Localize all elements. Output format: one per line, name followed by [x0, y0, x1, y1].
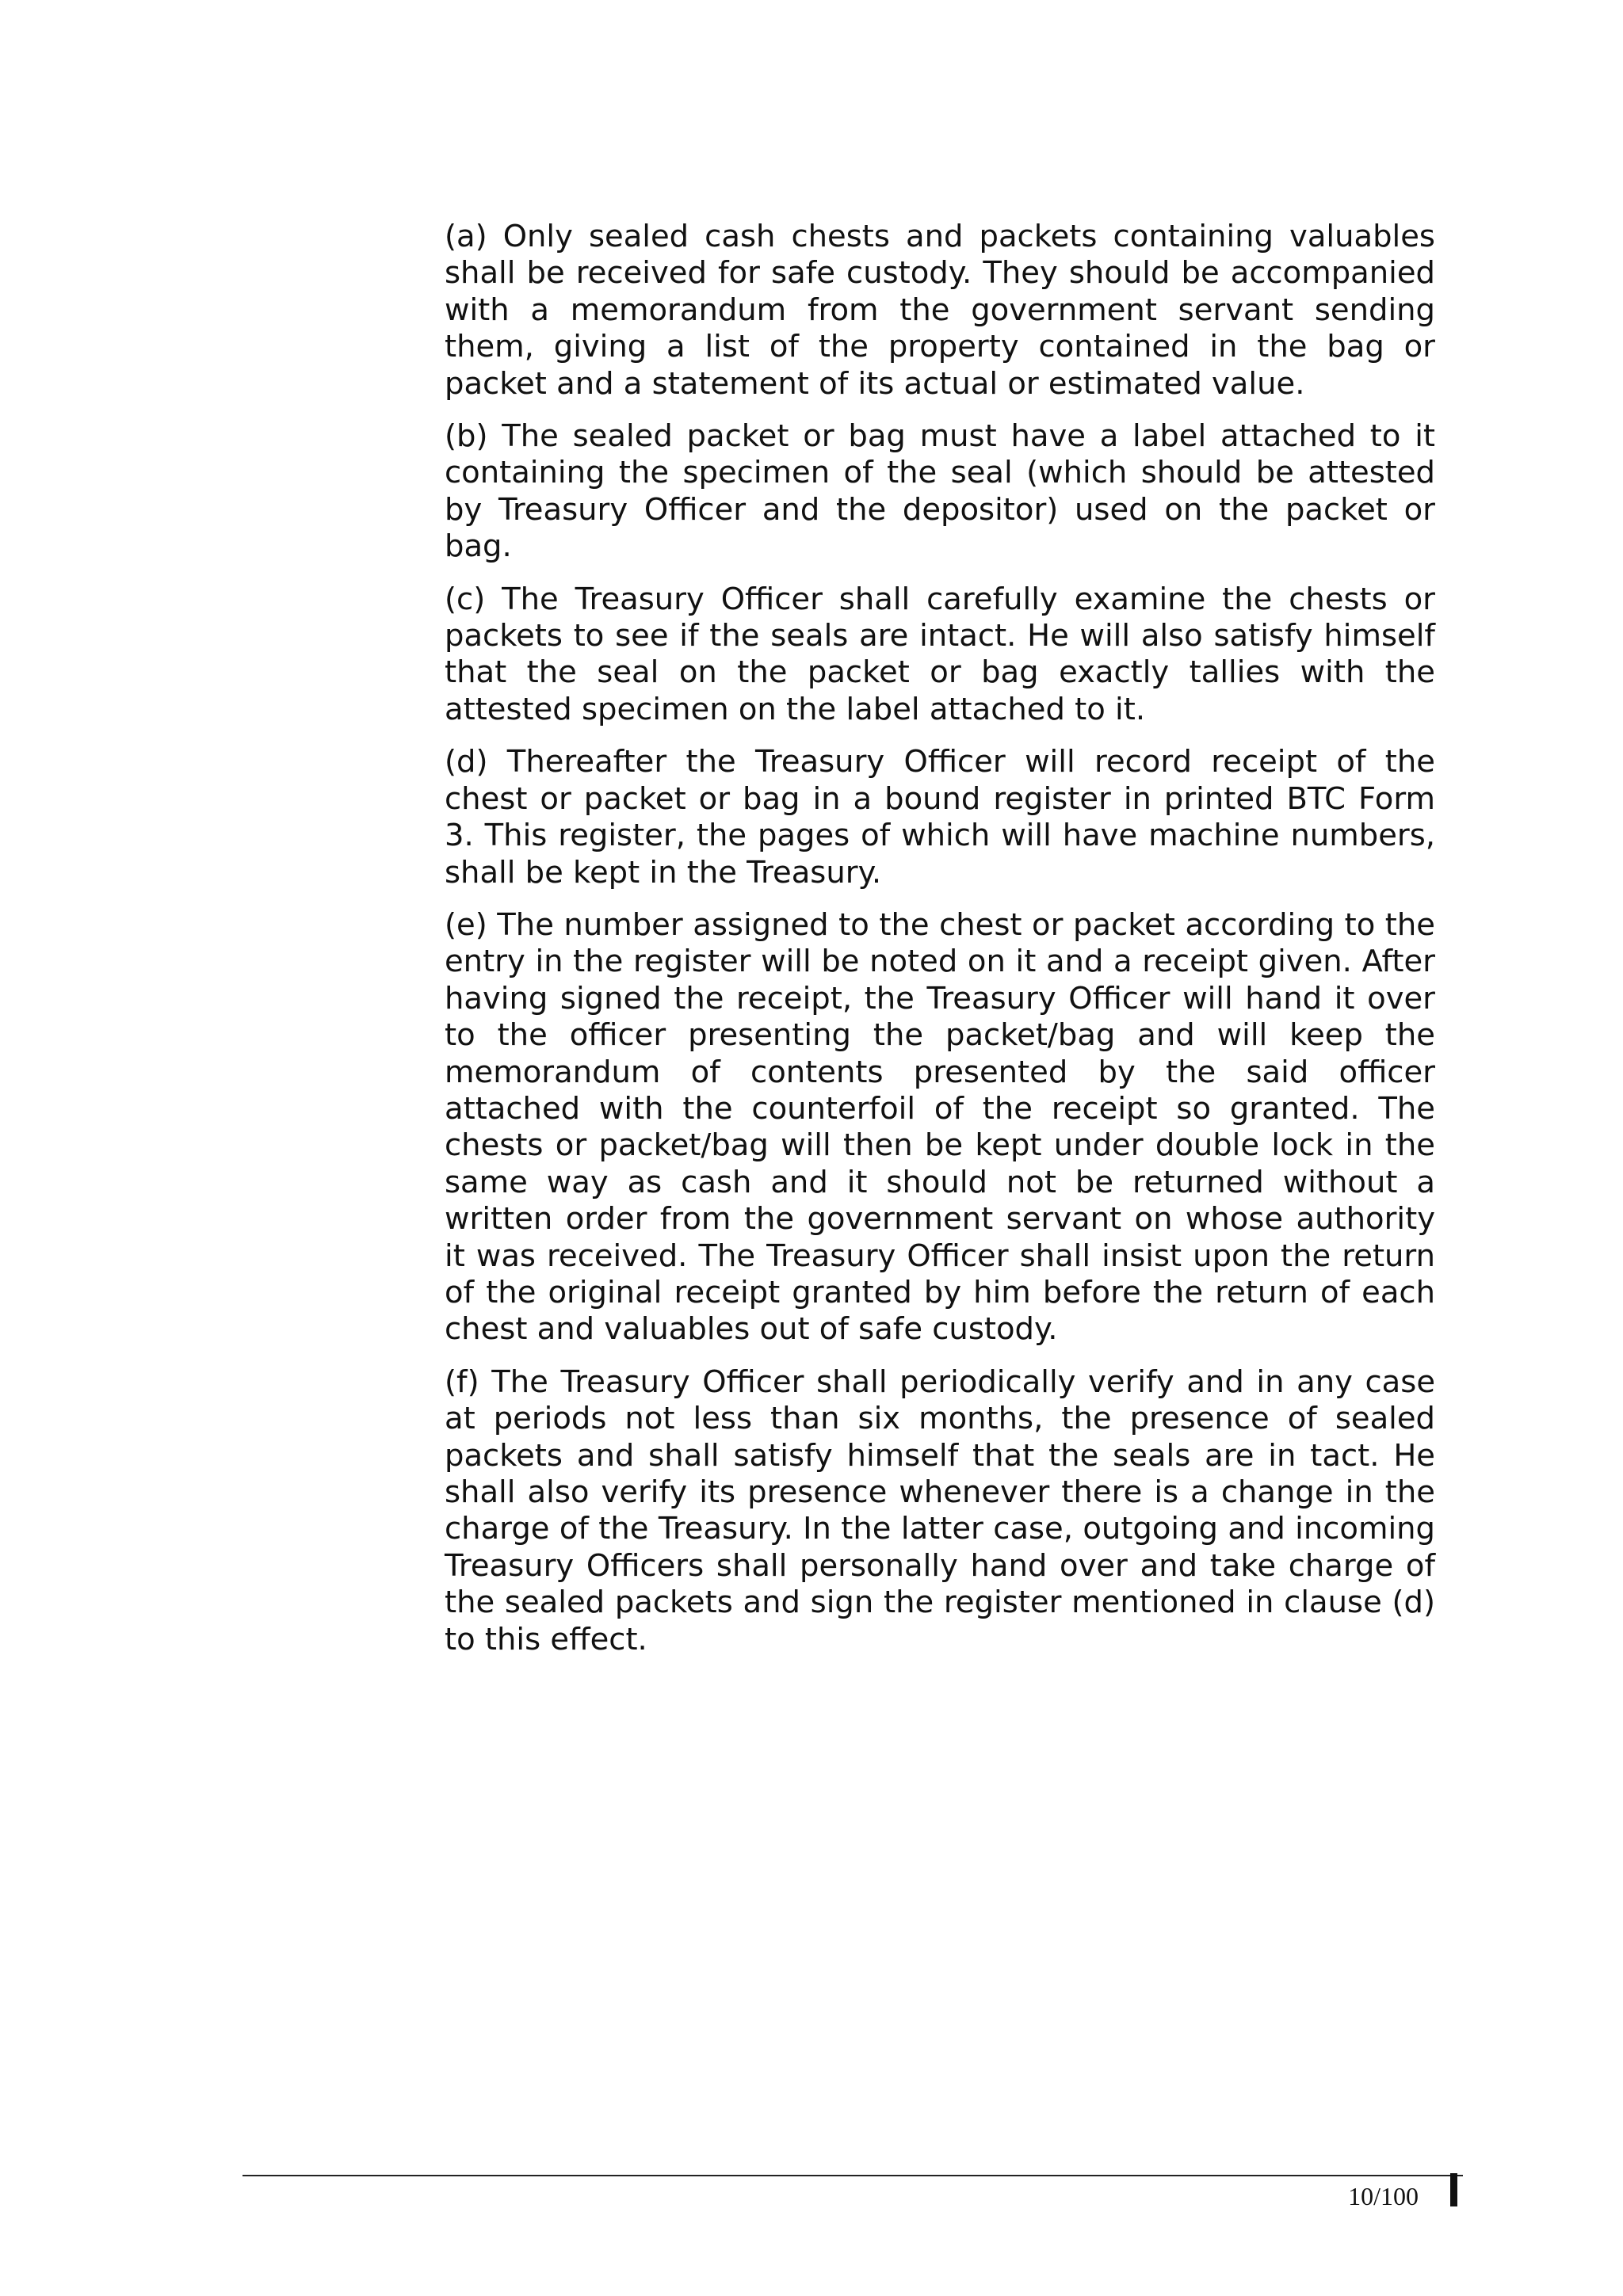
paragraph-a: (a) Only sealed cash chests and packets containing valuables shall be received for safe custody. They should be accompanied with a memorandum from the government servant sending them, giving a list of the property contained in the bag or packet and a statement of its actual or estimated value. [445, 219, 1435, 402]
paragraph-b: (b) The sealed packet or bag must have a label attached to it containing the specimen of the seal (which should be attested by Treasury Officer and the depositor) used on the packet or bag. [445, 418, 1435, 565]
footer-rule [242, 2175, 1463, 2176]
footer-marker-bar [1450, 2173, 1457, 2206]
document-body [445, 219, 1435, 1658]
paragraph-c: (c) The Treasury Officer shall carefully examine the chests or packets to see if the seals are intact. He will also satisfy himself that the seal on the packet or bag exactly tallies with the attested specimen on the label attached to it. [445, 581, 1435, 727]
paragraph-d: (d) Thereafter the Treasury Officer will record receipt of the chest or packet or bag in a bound register in printed BTC Form 3. This register, the pages of which will have machine numbers, shall be kept in the Treasury. [445, 744, 1435, 891]
page-number: 10/100 [1348, 2182, 1419, 2210]
paragraph-e: (e) The number assigned to the chest or packet according to the entry in the register will be noted on it and a receipt given. After having signed the receipt, the Treasury Officer will hand it over to the officer presenting the packet/bag and will keep the memorandum of contents presented by the said officer attached with the counterfoil of the receipt so granted. The chests or packet/bag will then be kept under double lock in the same way as cash and it should not be returned without a written order from the government servant on whose authority it was received. The Treasury Officer shall insist upon the return of the original receipt granted by him before the return of each chest and valuables out of safe custody. [445, 906, 1435, 1348]
paragraph-f: (f) The Treasury Officer shall periodically verify and in any case at periods not less than six months, the presence of sealed packets and shall satisfy himself that the seals are in tact. He shall also verify its presence whenever there is a change in the charge of the Treasury. In the latter case, outgoing and incoming Treasury Officers shall personally hand over and take charge of the sealed packets and sign the register mentioned in clause (d) to this effect. [445, 1363, 1435, 1657]
